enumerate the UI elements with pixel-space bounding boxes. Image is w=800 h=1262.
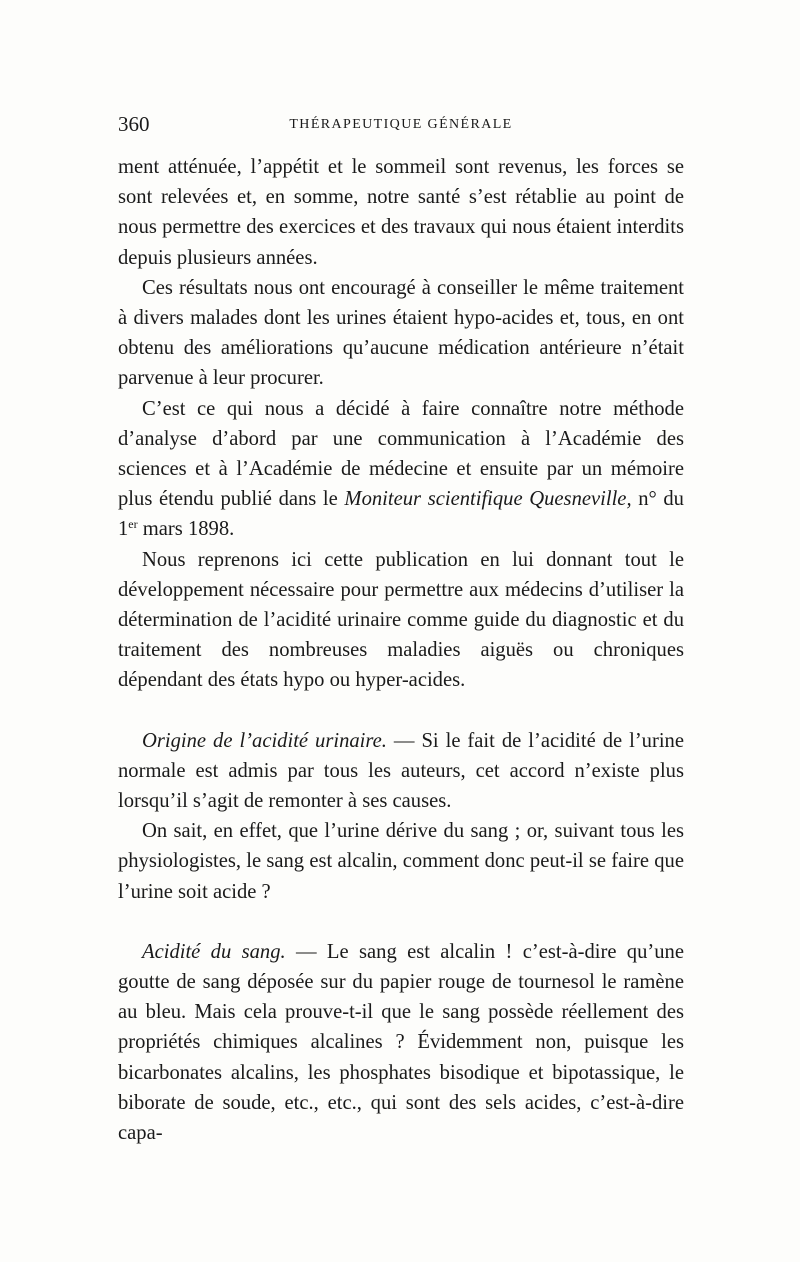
paragraph-3-text-a: C’est ce qui nous a décidé à faire connaître notre méthode d’analyse d’abord par une communication à l’Académie des sciences et à l’Académie de médecine et ensuite par un mémoire plus étendu publié dans le [118, 397, 684, 511]
paragraph-7-text: — Le sang est alcalin ! c’est-à-dire qu’une goutte de sang déposée sur du papier rouge de tournesol le ramène au bleu. Mais cela prouve-t-il que le sang possède réellement des propriétés chimiques alcalines ? Évidemment non, puisque les bicarbonates alcalins, les phosphates bisodique et bipotassique, le biborate de soude, etc., etc., qui sont des sels acides, c’est-à-dire capa- [118, 940, 684, 1145]
paragraph-7 [118, 937, 684, 1148]
section-heading-origine: Origine de l’acidité urinaire. [142, 729, 387, 752]
section-heading-acidite-sang: Acidité du sang. [142, 940, 286, 963]
page-number: 360 [118, 112, 150, 136]
paragraph-3-text-c: mars 1898. [137, 518, 235, 541]
paragraph-6: On sait, en effet, que l’urine dérive du sang ; or, suivant tous les physiologistes, le sang est alcalin, comment donc peut-il se faire que l’urine soit acide ? [118, 820, 684, 903]
paragraph-2: Ces résultats nous ont encouragé à conseiller le même traitement à divers malades dont les urines étaient hypo-acides et, tous, en ont obtenu des améliorations qu’aucune médication antérieure n’était parvenue à leur procurer. [118, 276, 684, 390]
body-text [118, 152, 684, 1148]
paragraph-5 [118, 726, 684, 817]
journal-title: Moniteur scientifique Quesneville, [344, 488, 632, 511]
ordinal-superscript: er [128, 517, 138, 532]
running-title: THÉRAPEUTIQUE GÉNÉRALE [289, 117, 513, 132]
paragraph-1: ment atténuée, l’appétit et le sommeil sont revenus, les forces se sont relevées et, en somme, notre santé s’est rétablie au point de nous permettre des exercices et des travaux qui nous étaient interdits depuis plusieurs années. [118, 156, 684, 269]
paragraph-5-text: — Si le fait de l’acidité de l’urine normale est admis par tous les auteurs, cet accord n’existe plus lorsqu’il s’agit de remonter à ses causes. [118, 729, 684, 813]
paragraph-3-text-b: n° du 1 [118, 488, 684, 541]
paragraph-4: Nous reprenons ici cette publication en lui donnant tout le développement nécessaire pour permettre aux médecins d’utiliser la détermination de l’acidité urinaire comme guide du diagnostic et du traitement des nombreuses maladies aiguës ou chroniques dépendant des états hypo ou hyper-acides. [118, 548, 684, 692]
paragraph-3 [118, 394, 684, 545]
page-header [118, 112, 684, 142]
